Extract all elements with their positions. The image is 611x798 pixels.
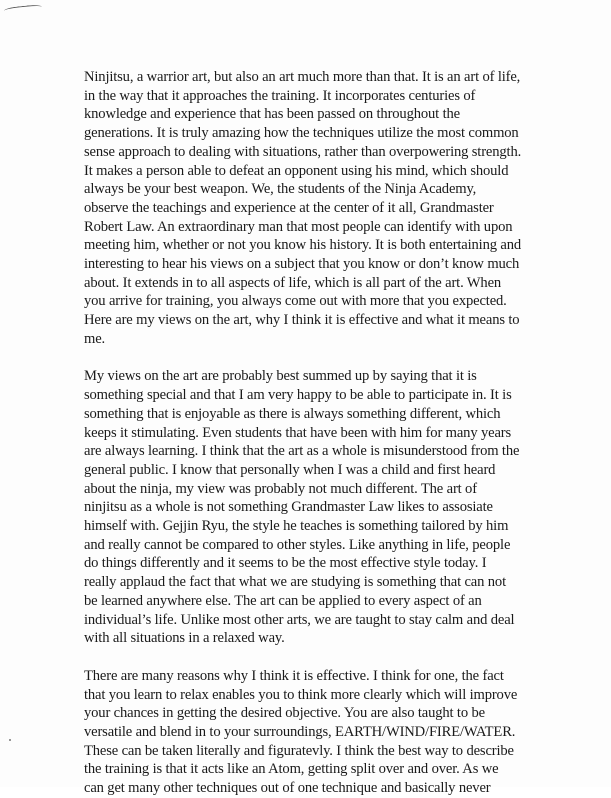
text-line: something special and that I am very happy to be able to participate in. It is	[84, 387, 512, 404]
text-line: versatile and blend in to your surroundings, EARTH/WIND/FIRE/WATER.	[84, 723, 516, 740]
text-line: knowledge and experience that has been passed on throughout the	[84, 106, 460, 123]
text-line: that you learn to relax enables you to think more clearly which will improve	[84, 686, 518, 703]
text-line: are always learning. I think that the art as a whole is misunderstood from the	[84, 443, 520, 460]
essay-body	[84, 68, 584, 798]
text-line: Robert Law. An extraordinary man that most people can identify with upon	[84, 218, 513, 235]
text-line: My views on the art are probably best summed up by saying that it is	[84, 368, 477, 385]
text-line: really applaud the fact that what we are studying is something that can not	[84, 574, 506, 591]
text-line: himself with. Gejjin Ryu, the style he teaches is something tailored by him	[84, 518, 509, 535]
text-line: something that is enjoyable as there is always something different, which	[84, 405, 501, 422]
text-line: and really cannot be compared to other styles. Like anything in life, people	[84, 536, 511, 553]
text-line: ninjitsu as a whole is not something Grandmaster Law likes to assosiate	[84, 499, 493, 516]
text-line: you arrive for training, you always come out with more that you expected.	[84, 293, 507, 310]
text-line: interesting to hear his views on a subject that you know or don’t know much	[84, 256, 520, 273]
text-line: me.	[84, 330, 106, 347]
text-line: be learned anywhere else. The art can be applied to every aspect of an	[84, 592, 482, 609]
text-line: always be your best weapon. We, the students of the Ninja Academy,	[84, 181, 477, 198]
paragraph-gap	[84, 349, 584, 368]
text-line: Here are my views on the art, why I think it is effective and what it means to	[84, 312, 520, 329]
text-line: do things differently and it seems to be the most effective style today. I	[84, 555, 487, 572]
paragraph-3	[84, 667, 584, 798]
text-line: about. It extends in to all aspects of life, which is all part of the art. When	[84, 274, 502, 291]
text-line: There are many reasons why I think it is effective. I think for one, the fact	[84, 667, 504, 684]
text-line: sense approach to dealing with situations, rather than overpowering strength.	[84, 143, 522, 160]
text-line: individual’s life. Unlike most other arts, we are taught to stay calm and deal	[84, 611, 515, 628]
paragraph-1	[84, 68, 584, 349]
text-line: It makes a person able to defeat an opponent using his mind, which should	[84, 162, 509, 179]
text-line: These can be taken literally and figuratevly. I think the best way to describe	[84, 742, 514, 759]
paragraph-gap	[84, 648, 584, 667]
text-line: keeps it stimulating. Even students that have been with him for many years	[84, 424, 512, 441]
paragraph-2	[84, 367, 584, 648]
text-line: general public. I know that personally when I was a child and first heard	[84, 461, 496, 478]
text-line: meeting him, whether or not you know his history. It is both entertaining and	[84, 237, 522, 254]
text-line: generations. It is truly amazing how the techniques utilize the most common	[84, 125, 519, 142]
text-line: in the way that it approaches the training. It incorporates centuries of	[84, 87, 476, 104]
text-line: Ninjitsu, a warrior art, but also an art much more than that. It is an art of life,	[84, 69, 521, 85]
pen-mark	[4, 4, 43, 15]
text-line: the training is that it acts like an Atom, getting split over and over. As we	[84, 761, 499, 778]
text-line: about the ninja, my view was probably not much different. The art of	[84, 480, 477, 497]
text-line: observe the teachings and experience at the center of it all, Grandmaster	[84, 199, 494, 216]
scan-speck	[9, 739, 11, 741]
text-line: your chances in getting the desired objective. You are also taught to be	[84, 705, 485, 722]
text-line: with all situations in a relaxed way.	[84, 630, 285, 647]
text-line: can get many other techniques out of one technique and basically never	[84, 780, 491, 797]
